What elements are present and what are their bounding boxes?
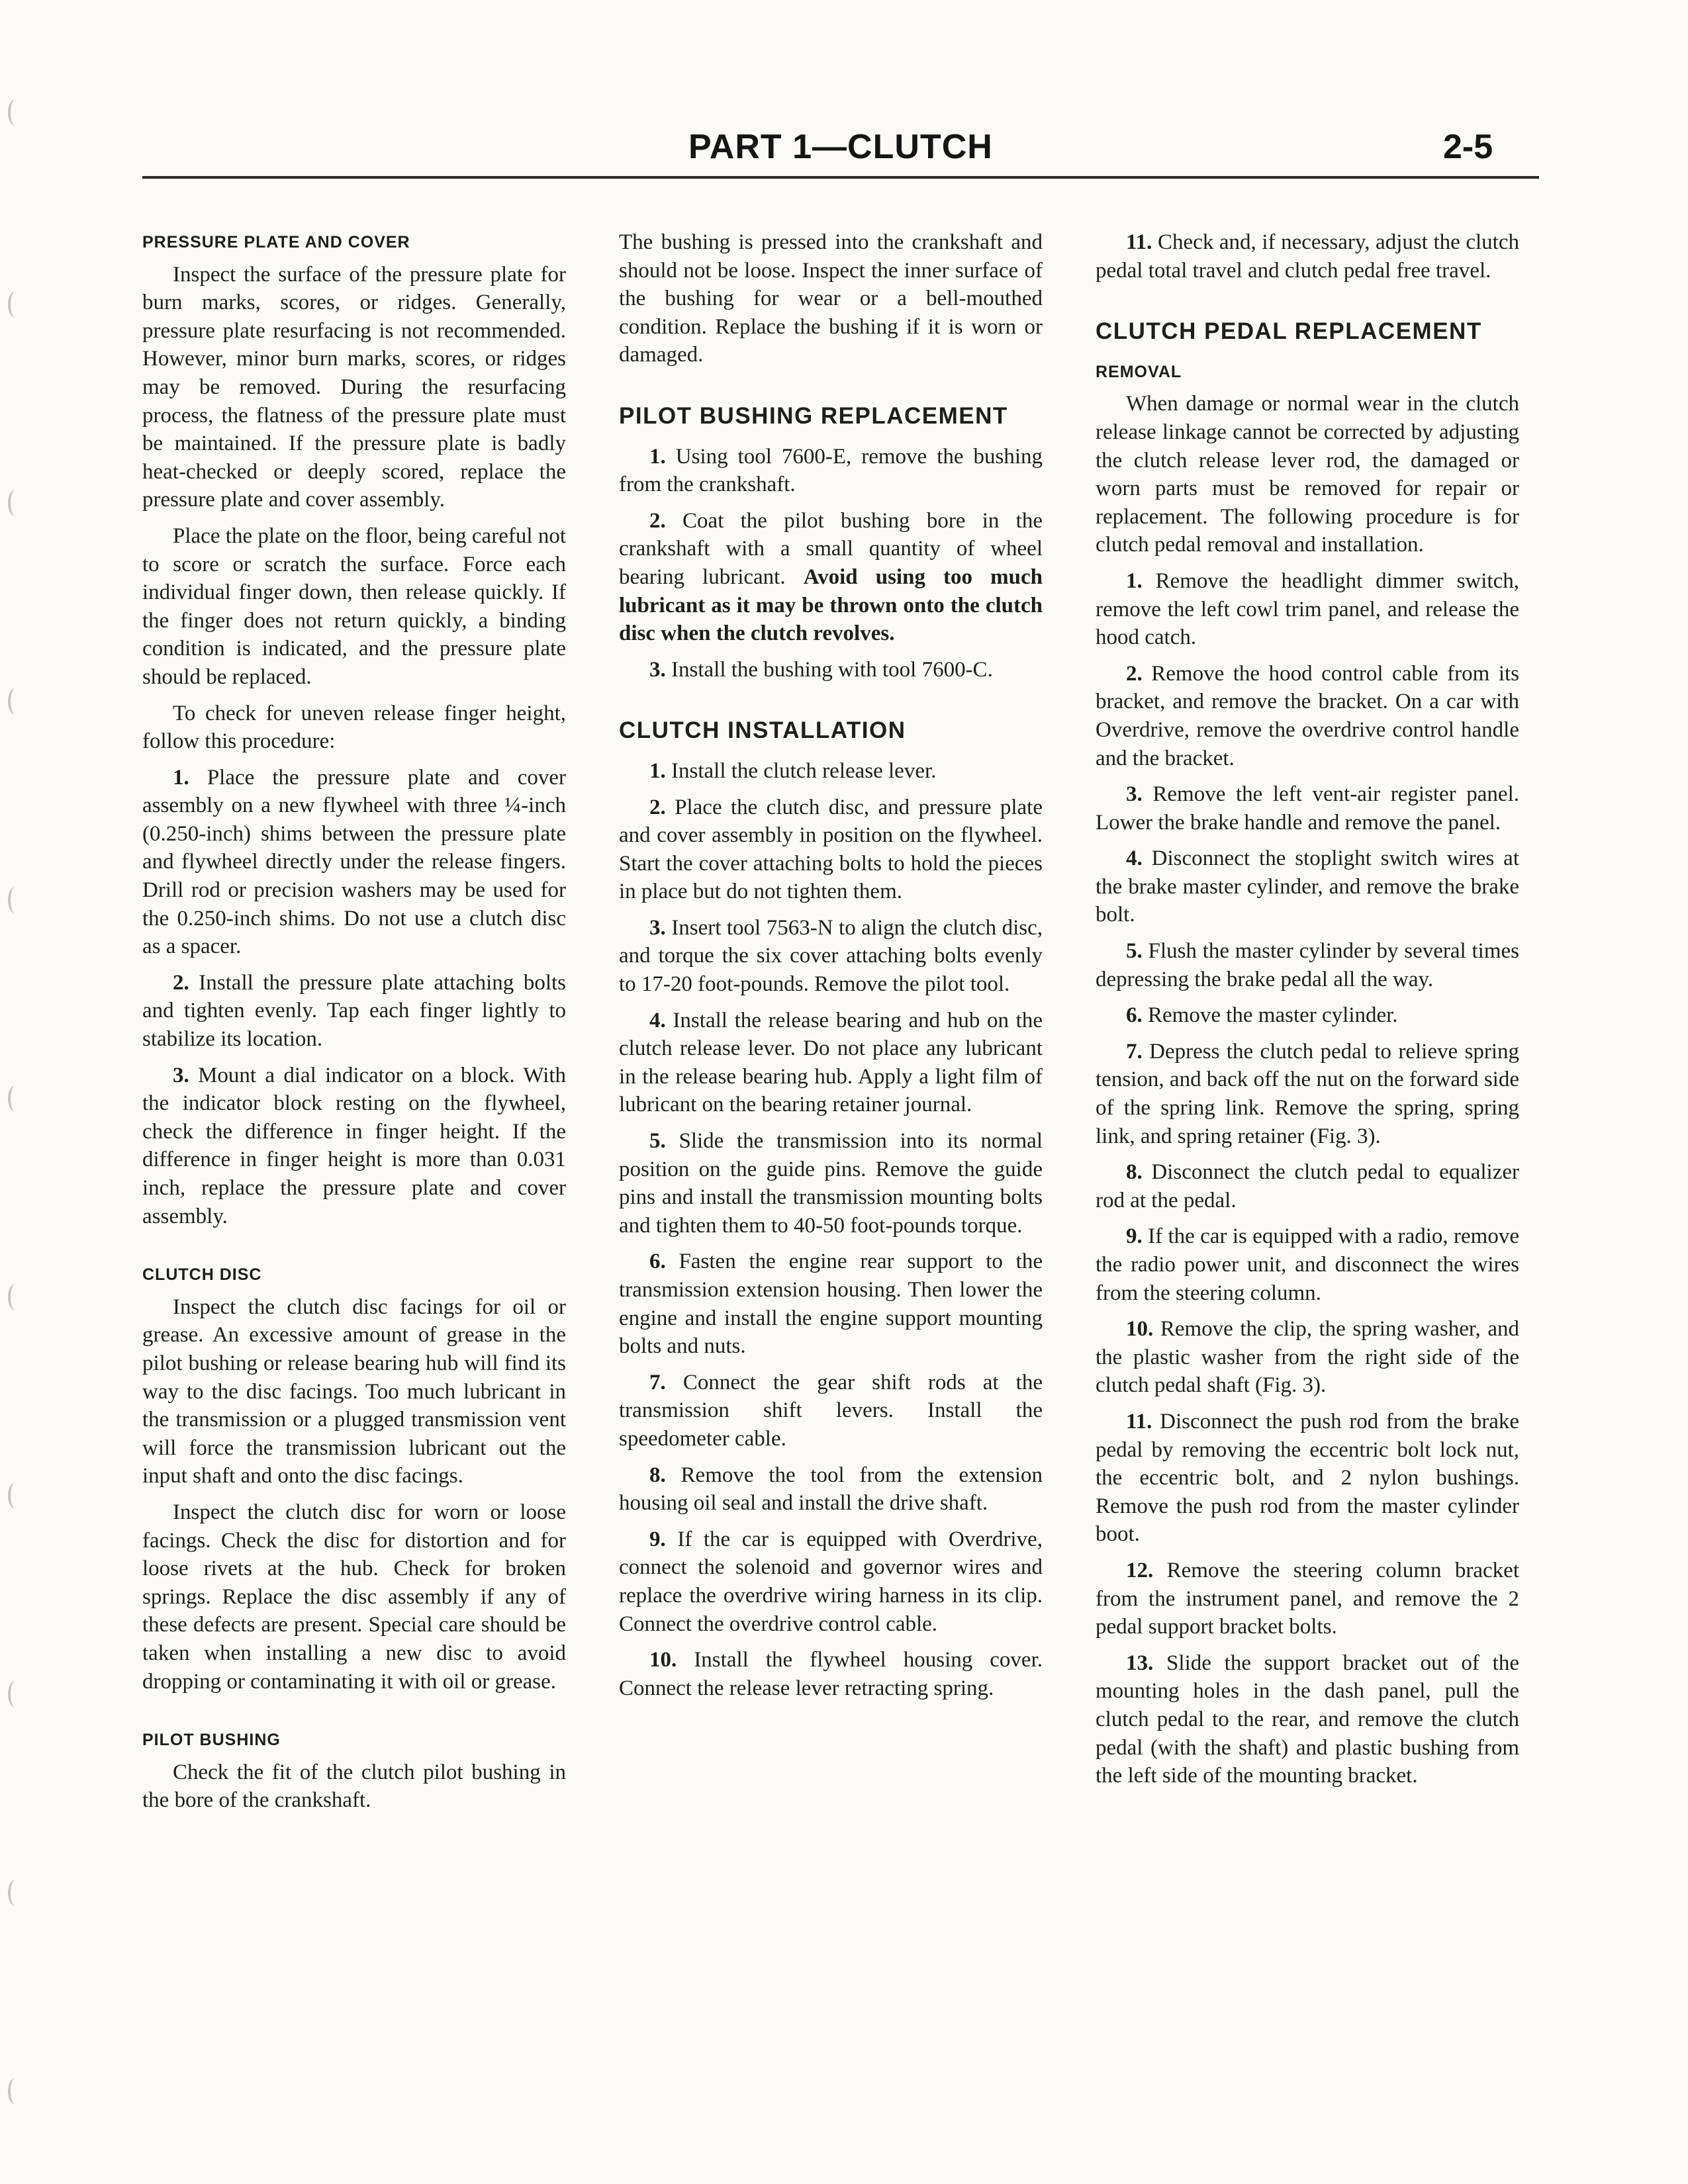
step-item xyxy=(1096,1408,1519,1549)
step-number: 3. xyxy=(649,915,666,940)
step-number: 1. xyxy=(649,444,666,469)
binder-hole-mark xyxy=(8,291,23,318)
step-item xyxy=(142,1062,566,1231)
step-item xyxy=(619,757,1043,786)
step-number: 2. xyxy=(173,970,189,995)
section-heading-pilot-bushing-replacement: PILOT BUSHING REPLACEMENT xyxy=(619,402,1008,429)
column-left xyxy=(142,228,566,1823)
step-number: 8. xyxy=(1126,1160,1143,1185)
column-right xyxy=(1096,228,1519,1798)
paragraph: Inspect the clutch disc for worn or loose facings. Check the disc for distortion and for loose rivets at the hub. Check for broken springs. Replace the disc assembly if any of these defects are present. Special care should be taken when installing a new disc to avoid dropping or contaminating it with oil or grease. xyxy=(142,1500,566,1694)
step-text: Install the flywheel housing cover. Connect the release lever retracting spring. xyxy=(619,1648,1043,1700)
step-text: Install the bushing with tool 7600-C. xyxy=(671,657,993,682)
section-heading-clutch-pedal-replacement: CLUTCH PEDAL REPLACEMENT xyxy=(1096,318,1482,345)
step-number: 7. xyxy=(1126,1039,1143,1064)
step-item xyxy=(1096,1158,1519,1214)
section-heading-clutch-disc: CLUTCH DISC xyxy=(142,1265,262,1285)
step-item xyxy=(1096,780,1519,837)
step-item xyxy=(619,1369,1043,1453)
step-item xyxy=(1096,844,1519,929)
step-number: 6. xyxy=(1126,1003,1143,1028)
step-item xyxy=(142,969,566,1054)
step-text: Depress the clutch pedal to relieve spring tension, and back off the nut on the forward side of the spring link. Remove the spring, spring link, and spring retainer (Fig. 3). xyxy=(1096,1039,1519,1148)
step-text: Disconnect the stoplight switch wires at the brake master cylinder, and remove the brake bolt. xyxy=(1096,846,1519,927)
step-text: Disconnect the push rod from the brake pedal by removing the eccentric bolt lock nut, the eccentric bolt, and 2 nylon bushings. Remove the push rod from the master cylinder boot. xyxy=(1096,1409,1519,1547)
binder-hole-mark xyxy=(8,1482,23,1509)
header-rule xyxy=(142,176,1539,179)
step-text: Using tool 7600-E, remove the bushing from the crankshaft. xyxy=(619,444,1043,497)
step-text: Insert tool 7563-N to align the clutch disc, and torque the six cover attaching bolts evenly to 17-20 foot-pounds. Remove the pilot tool. xyxy=(619,915,1043,997)
step-number: 5. xyxy=(649,1129,666,1154)
step-number: 10. xyxy=(649,1648,677,1672)
paragraph: Inspect the clutch disc facings for oil or grease. An excessive amount of grease in the pilot bushing or release bearing hub will find its way to the disc facings. Too much lubricant in the transmission or a plugged transmission vent will force the transmission lubricant out the input shaft and onto the disc facings. xyxy=(142,1295,566,1488)
binder-hole-mark xyxy=(8,688,23,715)
paragraph: Inspect the surface of the pressure plate for burn marks, scores, or ridges. Generally, pressure plate resurfacing is not recommended. However, minor burn marks, scores, or ridges may be removed. During the resurfacing process, the flatness of the pressure plate must be maintained. If the pressure plate is badly heat-checked or deeply scored, replace the pressure plate and cover assembly. xyxy=(142,262,566,512)
step-text: Remove the hood control cable from its bracket, and remove the bracket. On a car with Overdrive, remove the overdrive control handle and the bracket. xyxy=(1096,661,1520,770)
step-text: Slide the support bracket out of the mounting holes in the dash panel, pull the clutch pedal to the rear, and remove the clutch pedal (with the shaft) and plastic bushing from the left side of the mounting bracket. xyxy=(1096,1651,1519,1788)
binder-hole-mark xyxy=(8,99,23,126)
step-text: Remove the clip, the spring washer, and the plastic washer from the right side of the clutch pedal shaft (Fig. 3). xyxy=(1096,1317,1520,1398)
binder-hole-mark xyxy=(8,1085,23,1112)
step-item xyxy=(619,1461,1043,1518)
step-text: If the car is equipped with a radio, remove the radio power unit, and disconnect the wires from the steering column. xyxy=(1096,1224,1519,1305)
step-number: 2. xyxy=(1126,661,1143,686)
paragraph: Check the fit of the clutch pilot bushing in the bore of the crankshaft. xyxy=(142,1760,566,1813)
step-item xyxy=(1096,1557,1519,1641)
step-item xyxy=(1096,1649,1519,1790)
step-number: 5. xyxy=(1126,939,1143,964)
step-number: 1. xyxy=(1126,569,1143,593)
section-heading-clutch-installation: CLUTCH INSTALLATION xyxy=(619,717,906,744)
step-number: 7. xyxy=(649,1370,666,1394)
step-number: 2. xyxy=(649,795,666,819)
paragraph: Place the plate on the floor, being careful not to score or scratch the surface. Force each individual finger down, then release quickly. If the finger does not return quickly, a binding condition is indicated, and the pressure plate should be replaced. xyxy=(142,523,566,689)
step-number: 1. xyxy=(173,765,189,790)
step-text: Install the pressure plate attaching bolts and tighten evenly. Tap each finger lightly to stabilize its location. xyxy=(142,970,567,1052)
step-item xyxy=(1096,228,1519,285)
step-number: 4. xyxy=(649,1008,666,1032)
step-number: 3. xyxy=(649,657,666,682)
step-text: Remove the steering column bracket from the instrument panel, and remove the 2 pedal support bracket bolts. xyxy=(1096,1558,1519,1639)
step-item xyxy=(142,764,566,961)
paragraph: The bushing is pressed into the crankshaft and should not be loose. Inspect the inner surface of the bushing for wear or a bell-mouthed condition. Replace the bushing if it is worn or damaged. xyxy=(619,230,1043,367)
step-item xyxy=(619,794,1043,906)
step-text: Fasten the engine rear support to the transmission extension housing. Then lower the engine and install the engine support mounting bolts and nuts. xyxy=(619,1250,1043,1359)
step-text: Connect the gear shift rods at the transmission shift levers. Install the speedometer cable. xyxy=(619,1370,1043,1451)
step-number: 13. xyxy=(1126,1651,1154,1675)
page-number: 2-5 xyxy=(1443,128,1493,166)
step-number: 1. xyxy=(649,758,666,783)
step-item xyxy=(1096,1001,1519,1030)
step-item xyxy=(619,1646,1043,1702)
step-item xyxy=(619,1007,1043,1119)
step-text: Remove the left vent-air register panel. Lower the brake handle and remove the panel. xyxy=(1096,782,1519,835)
step-text: Remove the master cylinder. xyxy=(1148,1003,1398,1028)
step-text: Remove the tool from the extension housing oil seal and install the drive shaft. xyxy=(619,1463,1043,1516)
step-text: Disconnect the clutch pedal to equalizer rod at the pedal. xyxy=(1096,1160,1519,1212)
binder-hole-mark xyxy=(8,490,23,516)
section-heading-removal: REMOVAL xyxy=(1096,362,1182,381)
warning-text: Avoid using too much lubricant as it may be thrown onto the clutch disc when the clutch revolves. xyxy=(619,565,1043,646)
step-number: 3. xyxy=(173,1063,189,1087)
paragraph: When damage or normal wear in the clutch release linkage cannot be corrected by adjusting the clutch release lever rod, the damaged or worn parts must be removed for repair or replacement. The following procedure is for clutch pedal removal and installation. xyxy=(1096,392,1519,557)
step-item xyxy=(1096,1222,1519,1307)
step-item xyxy=(619,1525,1043,1638)
step-item xyxy=(1096,1315,1519,1400)
step-text: Place the pressure plate and cover assembly on a new flywheel with three ¼-inch (0.250-inch) shims between the pressure plate and flywheel directly under the release fingers. Drill rod or precision washers may be used for the 0.250-inch shims. Do not use a clutch disc as a spacer. xyxy=(142,765,567,959)
step-text: Place the clutch disc, and pressure plate and cover assembly in position on the flywheel. Start the cover attaching bolts to hold the pieces in place but do not tighten them. xyxy=(619,795,1043,904)
step-number: 11. xyxy=(1126,1409,1152,1433)
binder-hole-mark xyxy=(8,1681,23,1707)
section-heading-pressure-plate: PRESSURE PLATE AND COVER xyxy=(142,233,410,251)
step-text: Install the release bearing and hub on the clutch release lever. Do not place any lubricant in the release bearing hub. Apply a light film of lubricant on the bearing retainer journal. xyxy=(619,1008,1043,1117)
binder-hole-mark xyxy=(8,2078,23,2105)
step-number: 8. xyxy=(649,1463,666,1487)
step-text: Slide the transmission into its normal position on the guide pins. Remove the guide pins and install the transmission mounting bolts and tighten them to 40-50 foot-pounds torque. xyxy=(619,1129,1043,1238)
step-number: 11. xyxy=(1126,230,1152,254)
binder-hole-mark xyxy=(8,1880,23,1906)
step-item xyxy=(619,1127,1043,1240)
step-text: Mount a dial indicator on a block. With the indicator block resting on the flywheel, check the difference in finger height. If the difference in finger height is more than 0.031 inch, replace the pressure plate and cover assembly. xyxy=(142,1063,567,1228)
step-item xyxy=(619,656,1043,684)
step-item xyxy=(619,914,1043,999)
binder-hole-mark xyxy=(8,1284,23,1310)
step-number: 10. xyxy=(1126,1317,1154,1342)
step-item xyxy=(619,1248,1043,1360)
column-middle xyxy=(619,228,1043,1710)
step-number: 6. xyxy=(649,1250,666,1274)
step-text: Remove the headlight dimmer switch, remove the left cowl trim panel, and release the hood catch. xyxy=(1096,569,1520,650)
step-item xyxy=(1096,660,1519,772)
step-item xyxy=(1096,937,1519,993)
step-number: 9. xyxy=(649,1527,666,1551)
step-text: Flush the master cylinder by several times depressing the brake pedal all the way. xyxy=(1096,939,1519,991)
step-item xyxy=(619,507,1043,648)
binder-hole-mark xyxy=(8,887,23,913)
step-number: 3. xyxy=(1126,782,1143,807)
step-number: 2. xyxy=(649,508,666,533)
step-text: If the car is equipped with Overdrive, connect the solenoid and governor wires and replace the overdrive wiring harness in its clip. Connect the overdrive control cable. xyxy=(619,1527,1043,1636)
step-number: 4. xyxy=(1126,846,1143,871)
step-text: Check and, if necessary, adjust the clutch pedal total travel and clutch pedal free travel. xyxy=(1096,230,1519,283)
step-number: 12. xyxy=(1126,1558,1154,1582)
step-text: Install the clutch release lever. xyxy=(671,758,937,783)
paragraph: To check for uneven release finger height, follow this procedure: xyxy=(142,701,566,754)
step-item xyxy=(1096,1038,1519,1150)
step-item xyxy=(1096,567,1519,652)
step-text: Coat the pilot bushing bore in the crankshaft with a small quantity of wheel bearing lubricant. xyxy=(619,508,1043,589)
step-item xyxy=(619,443,1043,499)
section-heading-pilot-bushing: PILOT BUSHING xyxy=(142,1731,281,1750)
step-number: 9. xyxy=(1126,1224,1143,1249)
page-title: PART 1—CLUTCH xyxy=(688,128,993,166)
